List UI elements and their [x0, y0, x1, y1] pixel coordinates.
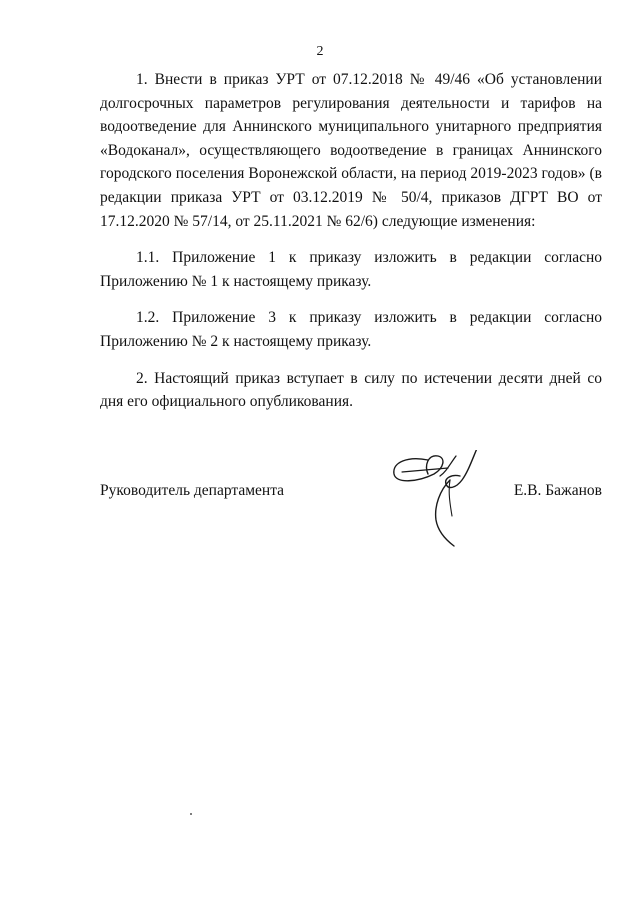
- handwritten-signature: [388, 450, 498, 558]
- paragraph-1: 1. Внести в приказ УРТ от 07.12.2018 № 49/46 «Об установлении долгосрочных параметров регулирования деятельности и тарифов на водоотведение для Аннинского муниципального унитарного предприятия «Водоканал», осуществляющего водоотведение в границах Аннинского городского поселения Воронежской области, на период 2019-2023 годов» (в редакции приказа УРТ от 03.12.2019 № 50/4, приказов ДГРТ ВО от 17.12.2020 № 57/14, от 25.11.2021 № 62/6) следующие изменения:: [100, 71, 602, 230]
- paragraph-1-1: 1.1. Приложение 1 к приказу изложить в редакции согласно Приложению № 1 к настоящему приказу.: [100, 249, 602, 290]
- page-number: 2: [316, 44, 324, 59]
- paragraph-2: 2. Настоящий приказ вступает в силу по истечении десяти дней со дня его официального опубликования.: [100, 369, 602, 411]
- signatory-name: Е.В. Бажанов: [513, 482, 602, 499]
- scan-artifact: [190, 813, 192, 815]
- signatory-title: Руководитель департамента: [100, 482, 285, 499]
- document-body: [100, 68, 602, 414]
- signature-block: [100, 478, 602, 568]
- paragraph-1-2: 1.2. Приложение 3 к приказу изложить в редакции согласно Приложению № 2 к настоящему приказу.: [100, 309, 602, 350]
